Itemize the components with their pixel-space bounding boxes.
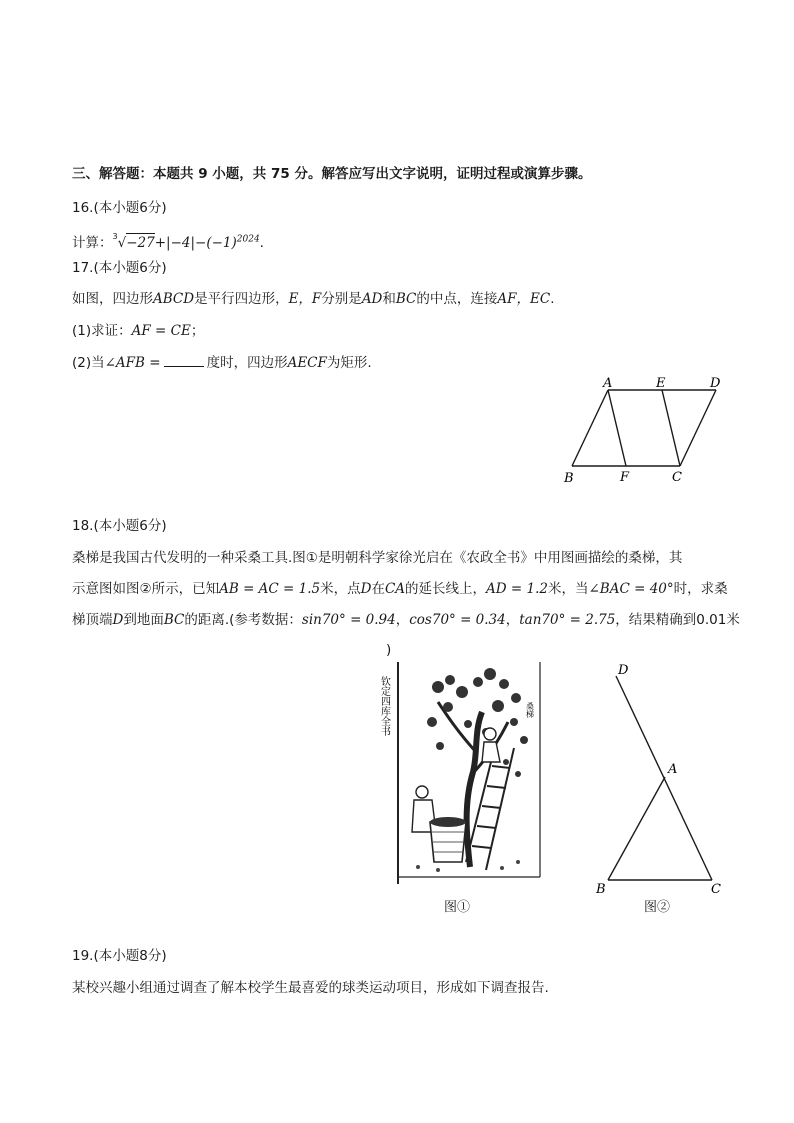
q18-l2b: AB = AC = 1.5 [219,581,321,597]
q17-part1 [72,321,204,341]
q18-line2 [72,579,728,599]
label-e: E [656,376,666,391]
answer-blank[interactable] [164,352,204,367]
q16-radicand: −27 [126,235,155,251]
q16-expression [72,227,264,253]
label-b: B [596,882,606,897]
q17-part1-b: AF = CE [131,323,191,339]
q17-parallelogram-figure [558,372,728,487]
mulberry-ladder-woodcut [378,662,548,884]
q18-triangle-figure [590,660,730,900]
q18-l2k: 时，求桑 [673,581,728,597]
q16-title: 16.(本小题6分) [72,200,167,216]
side-dc [680,390,716,466]
q18-l2e: 在 [371,581,385,597]
q17-intro-k: . [550,291,555,307]
label-a: A [668,762,678,777]
q18-l3e: 的距离.(参考数据： [184,612,302,628]
label-c: C [672,470,682,485]
q19-text: 某校兴趣小组通过调查了解本校学生最喜爱的球类运动项目，形成如下调查报告. [72,980,549,996]
q17-intro-e: 分别是 [321,291,362,307]
q17-intro-a: 如图，四边形 [72,291,153,307]
fig2-caption: 图② [644,900,671,915]
q17-part2-a: (2)当 [72,355,105,371]
q19-title: 19.(本小题8分) [72,948,167,964]
q18-line1: 桑梯是我国古代发明的一种采桑工具.图①是明朝科学家徐光启在《农政全书》中用图画描绘的桑梯，其 [72,550,683,566]
q17-title: 17.(本小题6分) [72,260,167,276]
radical-sign-icon: √ [117,235,127,251]
q16-root-index: 3 [112,232,118,241]
q17-intro-i: 的中点，连接 [416,291,498,307]
q17-part1-a: (1)求证： [72,323,132,339]
q18-l2d: D [360,581,372,597]
q17-intro-b: ABCD [153,291,195,307]
q16-end: . [259,235,264,251]
section-header: 三、解答题：本题共 9 小题，共 75 分。解答应写出文字说明，证明过程或演算步骤。 [72,166,592,182]
q18-l3i: ， [505,612,520,628]
q17-part2-c: 度时，四边形 [206,355,288,371]
q17-intro-h: BC [395,291,417,307]
side-ab [608,777,665,880]
label-c: C [711,882,721,897]
fig1-caption: 图① [444,900,471,915]
q18-l2g: 的延长线上， [405,581,487,597]
q18-l3b: D [112,612,124,628]
q18-l3g: ， [395,612,410,628]
q18-l3j: tan70° = 2.75 [519,612,616,628]
q18-l2f: CA [384,581,406,597]
woodcut-title-text: 钦定四库全书 [378,676,390,736]
q16-rest: +|−4|−(−1) [154,235,237,251]
q17-part2 [72,352,372,373]
segment-ec [662,390,680,466]
q17-intro-g: 和 [382,291,396,307]
q18-l2c: 米，点 [320,581,361,597]
q17-part2-b: ∠AFB = [104,355,161,371]
label-d: D [618,663,629,678]
side-ab [572,390,608,466]
segment-af [608,390,626,466]
q17-intro-c: 是平行四边形， [194,291,289,307]
q17-part1-c: ； [190,323,205,339]
q17-intro-j: AF，EC [497,291,551,307]
q18-l2h: AD = 1.2 [486,581,548,597]
label-d: D [710,376,721,391]
q18-l2j: ∠BAC = 40° [588,581,674,597]
q17-part2-d: AECF [287,355,327,371]
q18-l3k: ，结果精确到0.01米 [615,612,740,628]
label-b: B [564,471,574,486]
q17-intro [72,289,555,309]
q18-l3f: sin70° = 0.94 [301,612,396,628]
q16-exponent: 2024 [236,234,260,245]
q18-l2i: 米，当 [547,581,589,597]
q18-title: 18.(本小题6分) [72,518,167,534]
label-f: F [620,470,630,485]
q18-line3 [72,610,740,630]
label-a: A [603,376,613,391]
woodcut-side-text: 桑梯 [525,702,535,718]
q18-l2a: 示意图如图②所示，已知 [72,581,220,597]
q18-line4: ) [386,642,392,658]
q17-intro-d: E，F [288,291,322,307]
q18-l3h: cos70° = 0.34 [409,612,506,628]
q18-l3a: 梯顶端 [72,612,113,628]
q16-prefix: 计算： [72,235,113,251]
q17-part2-e: 为矩形. [326,355,372,371]
q18-l3d: BC [163,612,185,628]
q17-intro-f: AD [361,291,383,307]
q18-l3c: 到地面 [123,612,164,628]
